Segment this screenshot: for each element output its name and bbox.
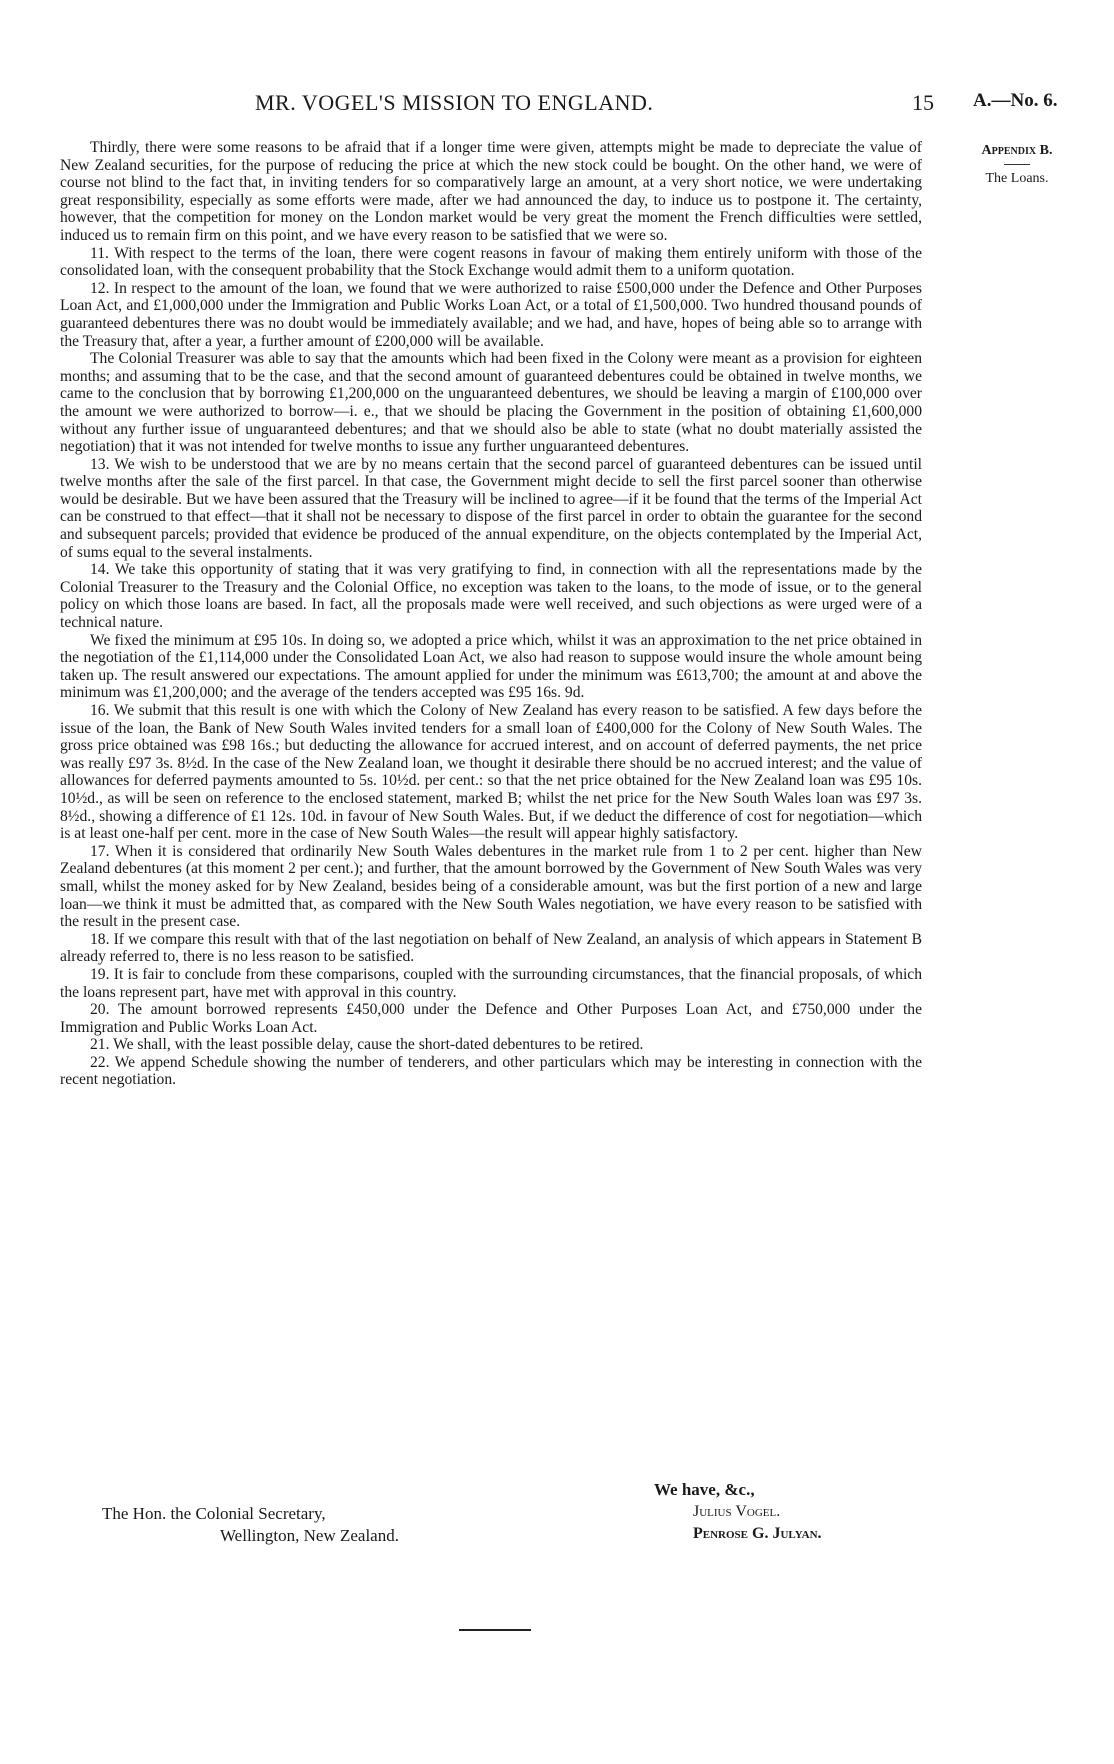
signatory-name: Julius Vogel. (693, 1503, 781, 1520)
document-reference: A.—No. 6. (973, 90, 1058, 111)
page-title: MR. VOGEL'S MISSION TO ENGLAND. (255, 90, 654, 115)
margin-note-rule (1004, 164, 1030, 165)
letter-closing (0, 1480, 1114, 1570)
paragraph: 13. We wish to be understood that we are by no means certain that the second parcel of guaranteed debentures can be issued until twelve months after the sale of the first parcel. In that case, the Government might decide to sell the first parcel sooner than otherwise would be desirable. But we have been assured that the Treasury will be inclined to agree—if it be found that the terms of the Imperial Act can be construed to that effect—that it shall not be necessary to dispose of the first parcel in order to obtain the guarantee for the second and subsequent parcels; provided that evidence be produced of the annual expenditure, on the objects contemplated by the Imperial Act, of sums equal to the several instalments. (60, 455, 922, 561)
addressee-line: The Hon. the Colonial Secretary, (102, 1504, 326, 1523)
paragraph: 22. We append Schedule showing the number of tenderers, and other particulars which may be interesting in connection with the recent negotiation. (60, 1053, 922, 1089)
page-number: 15 (912, 90, 934, 115)
paragraph: 17. When it is considered that ordinarily New South Wales debentures in the market rule from 1 to 2 per cent. higher than New Zealand debentures (at this moment 2 per cent.); and further, that the amount borrowed by the Government of New South Wales was very small, whilst the money asked for by New Zealand, besides being of a considerable amount, was but the first portion of a new and large loan—we think it must be admitted that, as compared with the New South Wales negotiation, we have every reason to be satisfied with the result in the present case. (60, 842, 922, 931)
paragraph: We fixed the minimum at £95 10s. In doing so, we adopted a price which, whilst it was an approximation to the net price obtained in the negotiation of the £1,114,000 under the Consolidated Loan Act, we also had reason to suppose would insure the whole amount being taken up. The result answered our expectations. The amount applied for under the minimum was £613,700; the amount at and above the minimum was £1,200,000; and the average of the tenders accepted was £95 16s. 9d. (60, 631, 922, 702)
margin-note-section: The Loans. (985, 170, 1049, 186)
body-text (60, 139, 922, 1089)
signatory-name: Penrose G. Julyan. (693, 1525, 822, 1542)
closing-salutation: We have, &c., (654, 1480, 755, 1499)
paragraph: 20. The amount borrowed represents £450,000 under the Defence and Other Purposes Loan Act, and £750,000 under the Immigration and Public Works Loan Act. (60, 1001, 922, 1036)
paragraph: Thirdly, there were some reasons to be afraid that if a longer time were given, attempts might be made to depreciate the value of New Zealand securities, for the purpose of reducing the price at which the new stock could be bought. On the other hand, we were of course not blind to the fact that, in inviting tenders for so comparatively large an amount, at a very short notice, we were undertaking great responsibility, especially as some efforts were made, after we had announced the day, to induce us to postpone it. The certainty, however, that the competition for money on the London market would be very great the moment the French difficulties were settled, induced us to remain firm on this point, and we have every reason to be satisfied that we were so. (60, 139, 922, 244)
margin-note-appendix: Appendix B. (981, 143, 1053, 158)
paragraph: The Colonial Treasurer was able to say that the amounts which had been fixed in the Colony were meant as a provision for eighteen months; and assuming that to be the case, and that the second amount of guaranteed debentures could be obtained in twelve months, we came to the conclusion that by borrowing £1,200,000 on the unguaranteed debentures, we should be leaving a margin of £100,000 over the amount we were authorized to borrow—i. e., that we should be placing the Government in the position of obtaining £1,600,000 without any further issue of unguaranteed debentures; and that we should also be able to state (what no doubt materially assisted the negotiation) that it was not intended for twelve months to issue any further unguaranteed debentures. (60, 350, 922, 456)
paragraph: 11. With respect to the terms of the loan, there were cogent reasons in favour of making them entirely uniform with those of the consolidated loan, with the consequent probability that the Stock Exchange would admit them to a uniform quotation. (60, 244, 922, 280)
paragraph: 12. In respect to the amount of the loan, we found that we were authorized to raise £500,000 under the Defence and Other Purposes Loan Act, and £1,000,000 under the Immigration and Public Works Loan Act, or a total of £1,500,000. Two hundred thousand pounds of guaranteed debentures there was no doubt would be immediately available; and we had, and have, hopes of being able so to arrange with the Treasury that, after a year, a further amount of £200,000 will be available. (60, 279, 922, 350)
paragraph: 21. We shall, with the least possible delay, cause the short-dated debentures to be retired. (90, 1036, 644, 1054)
margin-note (942, 142, 1092, 187)
paragraph: 18. If we compare this result with that of the last negotiation on behalf of New Zealand, an analysis of which appears in Statement B already referred to, there is no less reason to be satisfied. (60, 930, 922, 966)
paragraph: 19. It is fair to conclude from these comparisons, coupled with the surrounding circumstances, that the financial proposals, of which the loans represent part, have met with approval in this country. (60, 965, 922, 1001)
running-head (0, 90, 1114, 120)
paragraph: 16. We submit that this result is one with which the Colony of New Zealand has every reason to be satisfied. A few days before the issue of the loan, the Bank of New South Wales invited tenders for a small loan of £400,000 for the Colony of New South Wales. The gross price obtained was £98 16s.; but deducting the allowance for accrued interest, and on account of deferred payments, the net price was really £97 3s. 8½d. In the case of the New Zealand loan, we thought it desirable there should be no accrued interest; and the value of allowances for deferred payments amounted to 5s. 10½d. per cent.: so that the net price obtained for the New Zealand loan was £95 10s. 10½d., as will be seen on reference to the enclosed statement, marked B; whilst the net price for the New South Wales loan was £97 3s. 8½d., showing a difference of £1 12s. 10d. in favour of New South Wales. But, if we deduct the difference of cost for negotiation—which is at least one-half per cent. more in the case of New South Wales—the result will appear highly satisfactory. (60, 702, 922, 843)
paragraph: 14. We take this opportunity of stating that it was very gratifying to find, in connection with all the representations made by the Colonial Treasurer to the Treasury and the Colonial Office, no exception was taken to the loans, to the mode of issue, or to the general policy on which those loans are based. In fact, all the proposals made were well received, and such objections as were urged were of a technical nature. (60, 561, 922, 632)
end-rule-divider (459, 1629, 531, 1631)
addressee-line: Wellington, New Zealand. (220, 1526, 399, 1545)
